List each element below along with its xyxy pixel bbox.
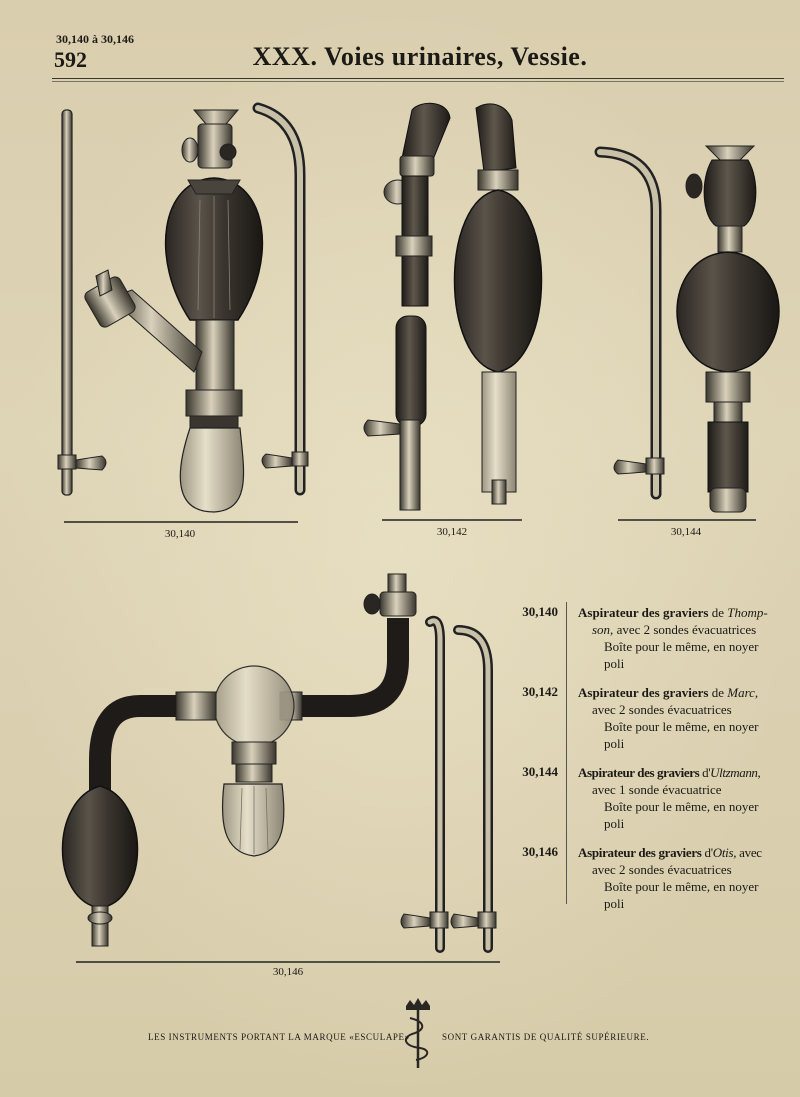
item-number: 30,144 [522, 764, 558, 779]
figure-caption: 30,146 [272, 966, 304, 978]
catalog-entry: 30,144 Aspirateur des graviers d'Ultzmann, avec 1 sonde évacuatrice Boîte pour le même, en noyer poli [512, 764, 774, 832]
item-description: Aspirateur des graviers d'Ultzmann, [578, 765, 761, 780]
figure-30142 [364, 103, 542, 520]
figure-caption: 30,142 [436, 526, 468, 538]
item-box-option: Boîte pour le même, en noyer [604, 799, 759, 814]
figure-30140 [58, 108, 308, 522]
item-box-option: Boîte pour le même, en noyer [604, 719, 759, 734]
glass-receiver [180, 428, 243, 512]
item-box-option: Boîte pour le même, en noyer [604, 639, 759, 654]
page-title: XXX. Voies urinaires, Vessie. [252, 42, 588, 71]
item-description: Aspirateur des graviers d'Otis, avec [578, 845, 762, 860]
item-box-option: Boîte pour le même, en noyer [604, 879, 759, 894]
catheter-straight [62, 110, 72, 495]
catalog-entry: 30,146 Aspirateur des graviers d'Otis, avec avec 2 sondes évacuatrices Boîte pour le même, en noyer poli [512, 844, 774, 912]
catalog-entry: 30,142 Aspirateur des graviers de Marc, avec 2 sondes évacuatrices Boîte pour le même, en noyer poli [512, 684, 774, 752]
catalog-list [512, 604, 774, 924]
item-number: 30,142 [522, 684, 558, 699]
item-number: 30,146 [522, 844, 558, 859]
footer-right-text: SONT GARANTIS DE QUALITÉ SUPÉRIEURE. [442, 1032, 650, 1042]
catheter-curved [258, 108, 300, 490]
figure-30144 [600, 146, 779, 520]
item-range: 30,140 à 30,146 [56, 32, 134, 46]
figure-caption: 30,140 [164, 528, 196, 540]
page-number: 592 [54, 47, 87, 72]
catalog-entry: 30,140 Aspirateur des graviers de Thomp- son, avec 2 sondes évacuatrices Boîte pour le même, en noyer poli [512, 604, 774, 672]
figure-caption: 30,144 [670, 526, 702, 538]
item-description: Aspirateur des graviers de Marc, [578, 685, 759, 700]
footer-left-text: LES INSTRUMENTS PORTANT LA MARQUE «ESCULAPE» [148, 1032, 410, 1042]
figure-30146 [63, 574, 501, 962]
item-description: Aspirateur des graviers de Thomp- [578, 605, 768, 620]
item-number: 30,140 [522, 604, 558, 619]
